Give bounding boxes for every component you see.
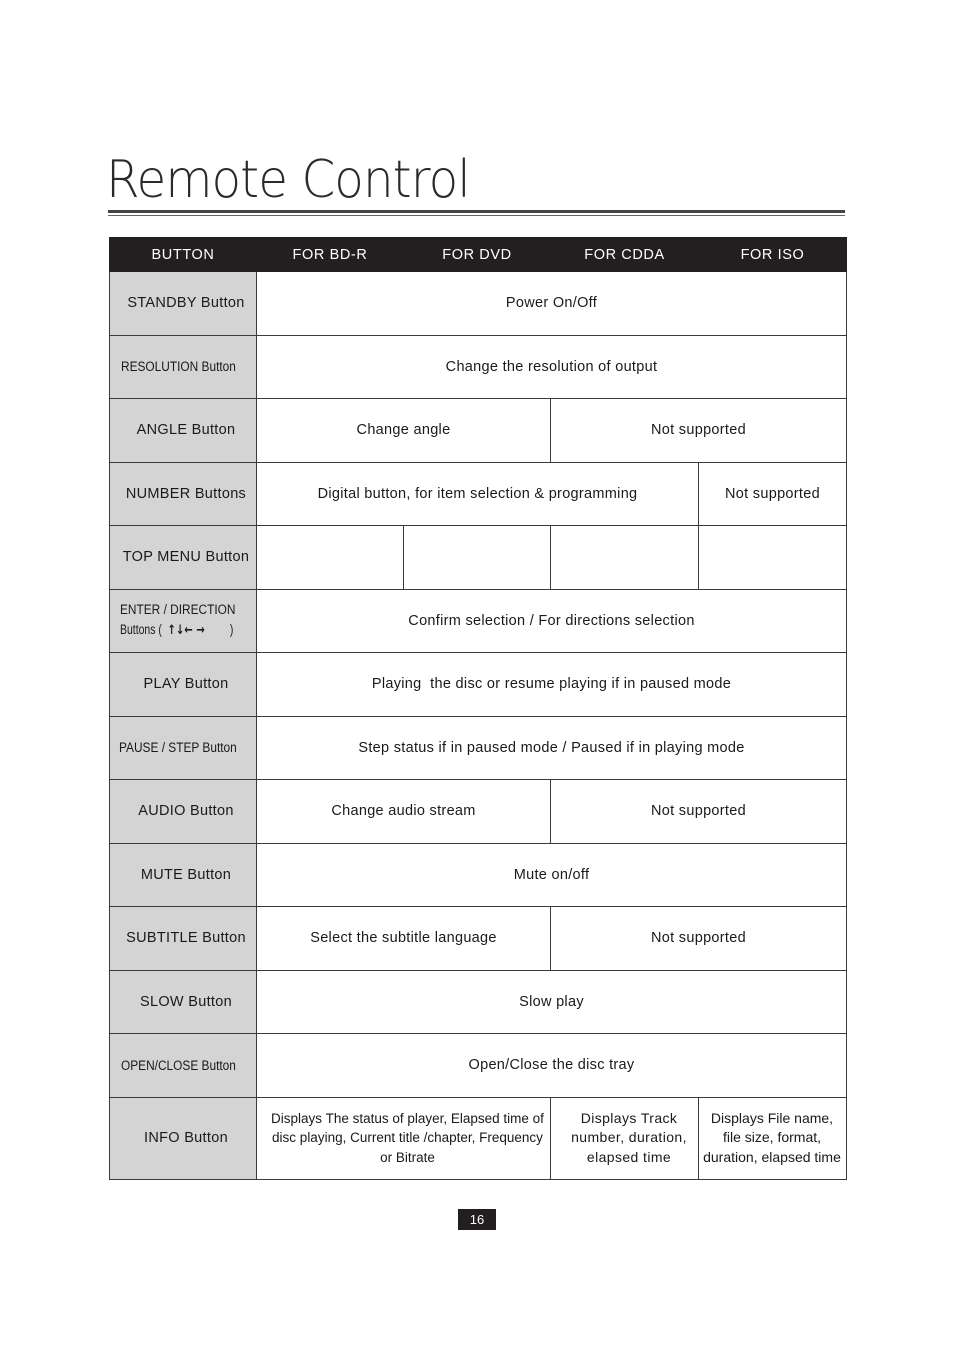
header-button: BUTTON	[110, 238, 257, 272]
cell-open-close-all: Open/Close the disc tray	[257, 1034, 847, 1098]
cell-info-bd-dvd: Displays The status of player, Elapsed time of disc playing, Current title /chapter, Frequency or Bitrate	[257, 1097, 551, 1179]
row-label-play: PLAY Button	[110, 653, 257, 717]
cell-top-menu-bd	[257, 526, 404, 590]
table-row	[110, 1034, 847, 1098]
remote-control-table	[109, 237, 847, 1180]
table-row	[110, 272, 847, 336]
cell-subtitle-bd-dvd: Select the subtitle language	[257, 907, 551, 971]
cell-angle-cdda-iso: Not supported	[551, 399, 847, 463]
table-row	[110, 843, 847, 907]
table-row	[110, 589, 847, 653]
row-label-resolution: RESOLUTION Button	[110, 335, 257, 399]
cell-subtitle-cdda-iso: Not supported	[551, 907, 847, 971]
table-row	[110, 716, 847, 780]
cell-angle-bd-dvd: Change angle	[257, 399, 551, 463]
direction-arrows-icon: ↑↓← →	[167, 623, 205, 639]
page-title: Remote Control	[106, 150, 470, 210]
cell-top-menu-iso	[699, 526, 847, 590]
title-rule-thick	[108, 210, 845, 213]
cell-pause-all: Step status if in paused mode / Paused if in playing mode	[257, 716, 847, 780]
cell-audio-cdda-iso: Not supported	[551, 780, 847, 844]
cell-info-cdda: Displays Track number, duration, elapsed time	[551, 1097, 699, 1179]
table-row	[110, 907, 847, 971]
cell-enter-all: Confirm selection / For directions selection	[257, 589, 847, 653]
cell-number-iso: Not supported	[699, 462, 847, 526]
header-dvd: FOR DVD	[404, 238, 551, 272]
row-label-pause-step: PAUSE / STEP Button	[110, 716, 257, 780]
table-row	[110, 335, 847, 399]
row-label-audio: AUDIO Button	[110, 780, 257, 844]
cell-resolution-all: Change the resolution of output	[257, 335, 847, 399]
cell-audio-bd-dvd: Change audio stream	[257, 780, 551, 844]
table-row	[110, 1097, 847, 1179]
table-row	[110, 780, 847, 844]
row-label-enter-direction: ENTER / DIRECTION Buttons ( ↑↓← → )	[110, 589, 257, 653]
table-row	[110, 653, 847, 717]
header-cdda: FOR CDDA	[551, 238, 699, 272]
header-iso: FOR ISO	[699, 238, 847, 272]
row-label-angle: ANGLE Button	[110, 399, 257, 463]
cell-info-iso: Displays File name, file size, format, duration, elapsed time	[699, 1097, 847, 1179]
table-row	[110, 526, 847, 590]
row-label-slow: SLOW Button	[110, 970, 257, 1034]
cell-slow-all: Slow play	[257, 970, 847, 1034]
table-header-row	[110, 238, 847, 272]
cell-number-bd-dvd-cdda: Digital button, for item selection & programming	[257, 462, 699, 526]
cell-standby-all: Power On/Off	[257, 272, 847, 336]
cell-mute-all: Mute on/off	[257, 843, 847, 907]
page-number: 16	[458, 1209, 496, 1230]
cell-top-menu-dvd	[404, 526, 551, 590]
row-label-subtitle: SUBTITLE Button	[110, 907, 257, 971]
row-label-top-menu: TOP MENU Button	[110, 526, 257, 590]
cell-top-menu-cdda	[551, 526, 699, 590]
row-label-standby: STANDBY Button	[110, 272, 257, 336]
row-label-info: INFO Button	[110, 1097, 257, 1179]
header-bd-r: FOR BD-R	[257, 238, 404, 272]
table-row	[110, 970, 847, 1034]
row-label-number: NUMBER Buttons	[110, 462, 257, 526]
table-row	[110, 462, 847, 526]
title-rule-thin	[108, 215, 845, 216]
row-label-open-close: OPEN/CLOSE Button	[110, 1034, 257, 1098]
table-row	[110, 399, 847, 463]
row-label-mute: MUTE Button	[110, 843, 257, 907]
cell-play-all: Playing the disc or resume playing if in paused mode	[257, 653, 847, 717]
